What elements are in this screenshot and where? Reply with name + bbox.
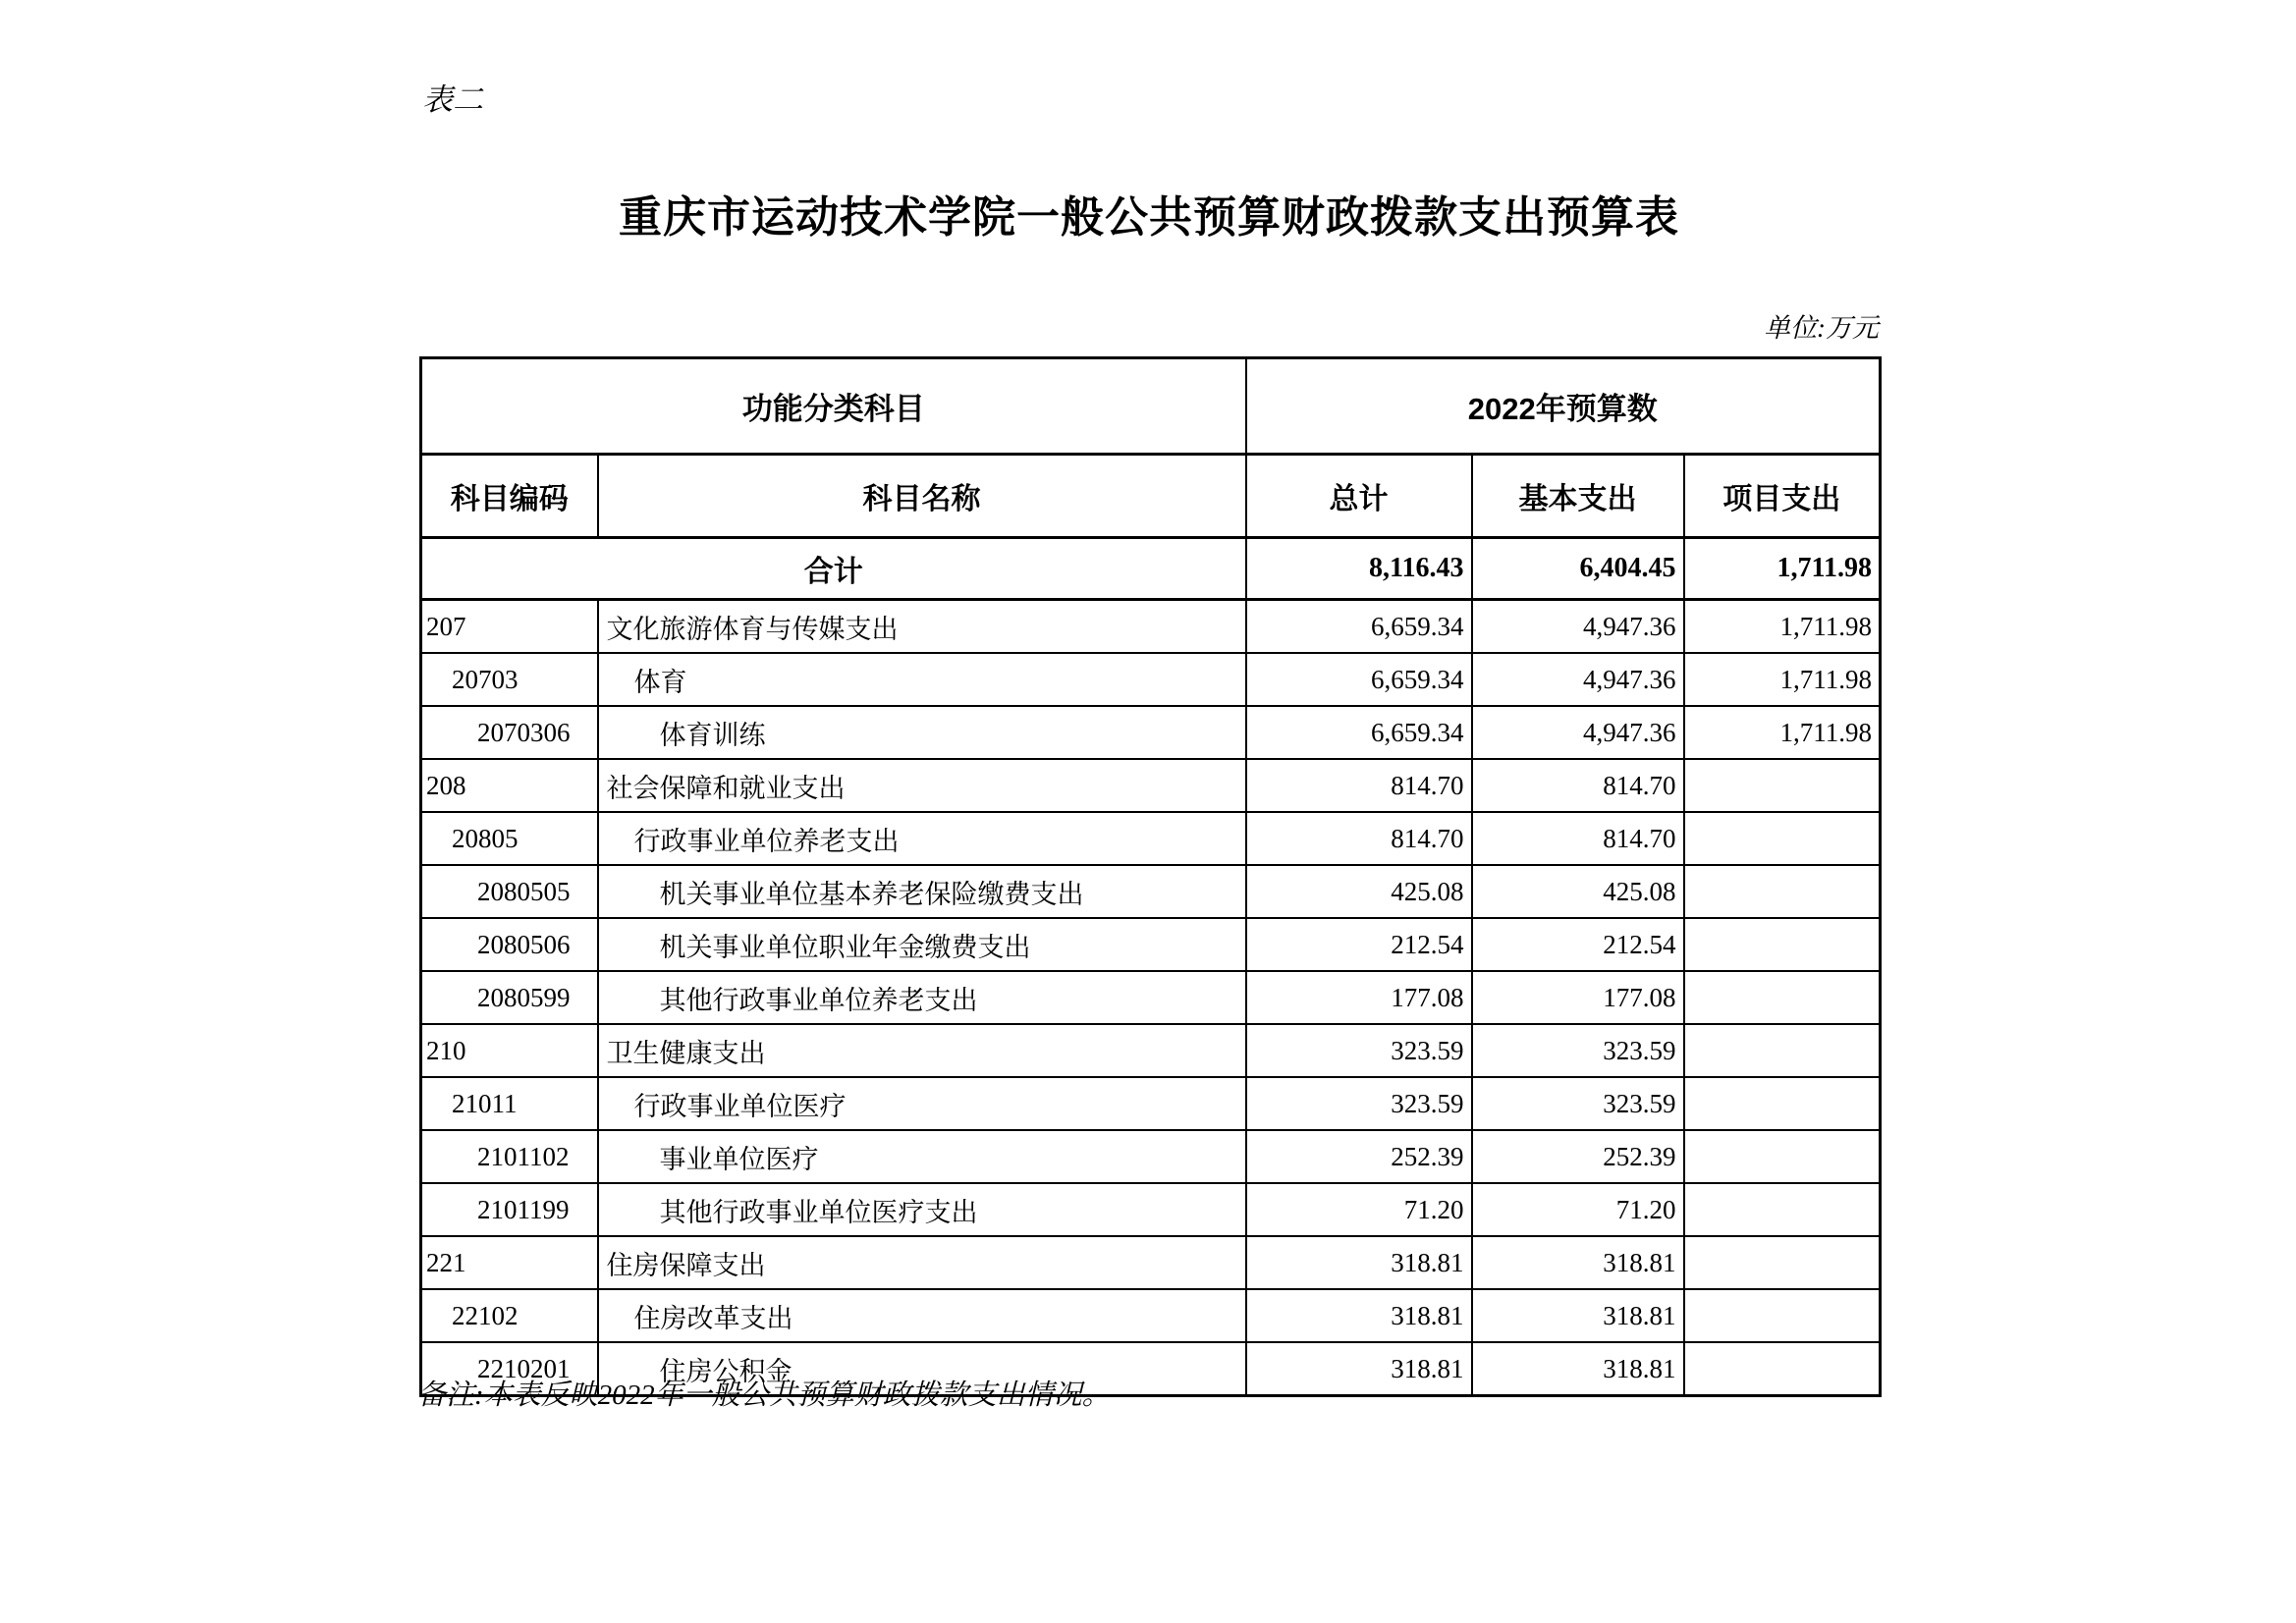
- subject-code-cell: 2080599: [421, 971, 598, 1024]
- subject-name-cell: 住房保障支出: [598, 1236, 1246, 1289]
- project-value-cell: [1684, 1077, 1881, 1130]
- total-value-cell: 425.08: [1246, 865, 1472, 918]
- basic-value-cell: 318.81: [1472, 1236, 1684, 1289]
- table-row: [421, 812, 1881, 865]
- col-header-project-expenditure: 项目支出: [1684, 455, 1881, 538]
- basic-value-cell: 4,947.36: [1472, 600, 1684, 654]
- basic-value-cell: 318.81: [1472, 1289, 1684, 1342]
- subject-name-cell: 住房公积金: [598, 1342, 1246, 1396]
- basic-value-cell: 814.70: [1472, 759, 1684, 812]
- total-row-project-value: 1,711.98: [1684, 538, 1881, 600]
- table-row: [421, 1183, 1881, 1236]
- total-value-cell: 177.08: [1246, 971, 1472, 1024]
- header-function-category: 功能分类科目: [421, 358, 1246, 455]
- subject-code-cell: 2080505: [421, 865, 598, 918]
- basic-value-cell: 323.59: [1472, 1024, 1684, 1077]
- basic-value-cell: 814.70: [1472, 812, 1684, 865]
- project-value-cell: [1684, 971, 1881, 1024]
- total-row-label: 合计: [421, 538, 1246, 600]
- subject-name-cell: 行政事业单位医疗: [598, 1077, 1246, 1130]
- table-row: [421, 653, 1881, 706]
- project-value-cell: 1,711.98: [1684, 600, 1881, 654]
- table-number-label: 表二: [422, 82, 483, 117]
- table-row: [421, 918, 1881, 971]
- subject-name-cell: 行政事业单位养老支出: [598, 812, 1246, 865]
- page-title: 重庆市运动技术学院一般公共预算财政拨款支出预算表: [619, 193, 1679, 242]
- basic-value-cell: 4,947.36: [1472, 706, 1684, 759]
- subject-code-cell: 207: [421, 600, 598, 654]
- header-budget-2022: 2022年预算数: [1246, 358, 1881, 455]
- total-row: [421, 538, 1881, 600]
- subject-name-cell: 住房改革支出: [598, 1289, 1246, 1342]
- project-value-cell: [1684, 759, 1881, 812]
- subject-name-cell: 体育训练: [598, 706, 1246, 759]
- basic-value-cell: 71.20: [1472, 1183, 1684, 1236]
- project-value-cell: [1684, 1289, 1881, 1342]
- subject-code-cell: 20703: [421, 653, 598, 706]
- basic-value-cell: 425.08: [1472, 865, 1684, 918]
- subject-code-cell: 210: [421, 1024, 598, 1077]
- total-value-cell: 6,659.34: [1246, 600, 1472, 654]
- total-value-cell: 323.59: [1246, 1024, 1472, 1077]
- total-value-cell: 323.59: [1246, 1077, 1472, 1130]
- basic-value-cell: 323.59: [1472, 1077, 1684, 1130]
- table-row: [421, 706, 1881, 759]
- column-header-row: [421, 455, 1881, 538]
- project-value-cell: 1,711.98: [1684, 653, 1881, 706]
- table-row: [421, 600, 1881, 654]
- subject-code-cell: 2080506: [421, 918, 598, 971]
- subject-code-cell: 2101102: [421, 1130, 598, 1183]
- unit-label: 单位:万元: [1764, 313, 1879, 343]
- total-value-cell: 814.70: [1246, 759, 1472, 812]
- table-row: [421, 1130, 1881, 1183]
- project-value-cell: [1684, 1130, 1881, 1183]
- table-row: [421, 865, 1881, 918]
- basic-value-cell: 318.81: [1472, 1342, 1684, 1396]
- subject-code-cell: 221: [421, 1236, 598, 1289]
- subject-code-cell: 21011: [421, 1077, 598, 1130]
- total-row-total-value: 8,116.43: [1246, 538, 1472, 600]
- subject-code-cell: 2210201: [421, 1342, 598, 1396]
- subject-name-cell: 其他行政事业单位医疗支出: [598, 1183, 1246, 1236]
- total-value-cell: 71.20: [1246, 1183, 1472, 1236]
- subject-name-cell: 体育: [598, 653, 1246, 706]
- total-row-basic-value: 6,404.45: [1472, 538, 1684, 600]
- budget-table: [419, 356, 1882, 1397]
- table-row: [421, 971, 1881, 1024]
- subject-name-cell: 事业单位医疗: [598, 1130, 1246, 1183]
- basic-value-cell: 212.54: [1472, 918, 1684, 971]
- table-row: [421, 1289, 1881, 1342]
- total-value-cell: 814.70: [1246, 812, 1472, 865]
- basic-value-cell: 252.39: [1472, 1130, 1684, 1183]
- subject-name-cell: 机关事业单位职业年金缴费支出: [598, 918, 1246, 971]
- total-value-cell: 252.39: [1246, 1130, 1472, 1183]
- subject-name-cell: 社会保障和就业支出: [598, 759, 1246, 812]
- subject-name-cell: 其他行政事业单位养老支出: [598, 971, 1246, 1024]
- table-row: [421, 759, 1881, 812]
- subject-code-cell: 20805: [421, 812, 598, 865]
- subject-code-cell: 2101199: [421, 1183, 598, 1236]
- col-header-total: 总计: [1246, 455, 1472, 538]
- basic-value-cell: 4,947.36: [1472, 653, 1684, 706]
- total-value-cell: 318.81: [1246, 1236, 1472, 1289]
- col-header-subject-name: 科目名称: [598, 455, 1246, 538]
- project-value-cell: [1684, 1024, 1881, 1077]
- total-value-cell: 6,659.34: [1246, 653, 1472, 706]
- project-value-cell: [1684, 812, 1881, 865]
- col-header-basic-expenditure: 基本支出: [1472, 455, 1684, 538]
- table-row: [421, 1077, 1881, 1130]
- project-value-cell: [1684, 1183, 1881, 1236]
- project-value-cell: [1684, 1342, 1881, 1396]
- subject-name-cell: 文化旅游体育与传媒支出: [598, 600, 1246, 654]
- project-value-cell: [1684, 865, 1881, 918]
- total-value-cell: 6,659.34: [1246, 706, 1472, 759]
- subject-code-cell: 208: [421, 759, 598, 812]
- project-value-cell: 1,711.98: [1684, 706, 1881, 759]
- footnote: 备注:本表反映2022年一般公共预算财政拨款支出情况。: [417, 1380, 1111, 1411]
- col-header-subject-code: 科目编码: [421, 455, 598, 538]
- subject-code-cell: 22102: [421, 1289, 598, 1342]
- subject-name-cell: 卫生健康支出: [598, 1024, 1246, 1077]
- table-row: [421, 1236, 1881, 1289]
- project-value-cell: [1684, 918, 1881, 971]
- group-header-row: [421, 358, 1881, 455]
- table-body: [421, 538, 1881, 1396]
- basic-value-cell: 177.08: [1472, 971, 1684, 1024]
- subject-name-cell: 机关事业单位基本养老保险缴费支出: [598, 865, 1246, 918]
- table-row: [421, 1024, 1881, 1077]
- total-value-cell: 318.81: [1246, 1342, 1472, 1396]
- total-value-cell: 318.81: [1246, 1289, 1472, 1342]
- total-value-cell: 212.54: [1246, 918, 1472, 971]
- project-value-cell: [1684, 1236, 1881, 1289]
- subject-code-cell: 2070306: [421, 706, 598, 759]
